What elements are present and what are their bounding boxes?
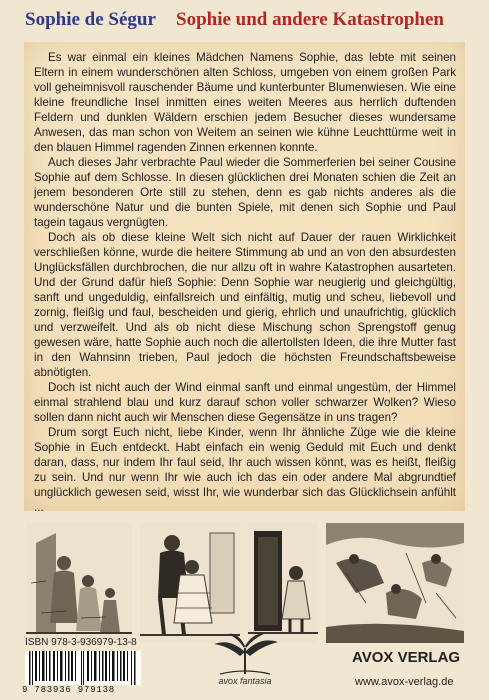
- girl-at-door-engraving: [248, 523, 318, 643]
- publisher-name: AVOX VERLAG: [352, 649, 461, 666]
- girl-at-door-illustration: [248, 523, 318, 643]
- doctor-and-child-engraving: [140, 523, 240, 643]
- paragraph-5: Drum sorgt Euch nicht, liebe Kinder, wenn Ihr ähnliche Züge wie die kleine Sophie in Euch entdeckt. Habt einfach ein wenig Geduld mit Euch und denkt daran, dass, nur indem Ihr faul seid, Ihr auch wissen könnt, was es heißt, fleißig zu sein. Und nur wenn Ihr wie auch ich das ein oder andere Mal abgrundtief unglücklich gewesen seid, wisst Ihr, wie wunderbar sich das Glücklichsein anfühlt ...: [34, 426, 456, 514]
- publisher-website[interactable]: www.avox-verlag.de: [355, 676, 454, 688]
- paragraph-4: Doch ist nicht auch der Wind einmal sanft und einmal ungestüm, der Himmel einmal strahlend blau und kurz darauf schon voller schwarzer Wolken? Wieso sollen dann nicht auch wir Menschen diese Gegensätze in uns tragen?: [34, 381, 456, 424]
- author-name: Sophie de Ségur: [25, 9, 156, 30]
- cover-header: [0, 0, 489, 40]
- book-title: Sophie und andere Katastrophen: [176, 9, 445, 30]
- family-scene-illustration: [26, 523, 132, 643]
- barcode-icon: [25, 651, 141, 685]
- paragraph-2: Auch dieses Jahr verbrachte Paul wieder die Sommerferien bei seiner Cousine Sophie auf dem Schlosse. In diesen glücklichen drei Monaten schien die Zeit an jenem besonderen Orte still zu stehen, denn es gab nichts anderes als die wunderschöne Natur und die bunten Spiele, mit denen sich Sophie und Paul tagein tagaus vergnügten.: [34, 156, 456, 229]
- paragraph-3: Doch als ob diese kleine Welt sich nicht auf Dauer der rauen Wirklichkeit verschließen könne, wurde die heitere Stimmung ab und an von den absurdesten Unglücksfällen durchbrochen, die nur allzu oft in wahre Katastrophen ausarteten. Und der Grund dafür hieß Sophie: Denn Sophie war neugierig und gleichgültig, sanft und ungeduldig, einfallsreich und einfältig, mutig und scheu, liebevoll und zornig, fleißig und faul, bescheiden und gierig, ehrlich und unaufrichtig, glücklich und verzweifelt. Und als ob nicht diese Mischung schon Sprengstoff genug gewesen wäre, hatte Sophie auch noch die allertollsten Ideen, die ihre Mutter fast in den Wahnsinn trieben, Paul jedoch die höchsten Freundschaftsbeweise abnötigten.: [34, 231, 456, 379]
- children-falling-illustration: [326, 523, 464, 643]
- logo-label: avox fantasia: [218, 676, 272, 686]
- barcode-digits: 9 783936 979138: [22, 685, 116, 695]
- isbn-label: ISBN 978-3-936979-13-8: [25, 637, 137, 648]
- family-scene-engraving: [26, 523, 132, 643]
- paragraph-1: Es war einmal ein kleines Mädchen Namens Sophie, das lebte mit seinen Eltern in einem wunderschönen alten Schloss, umgeben von einem großen Park voll geheimnisvoll rauschender Bäume und kunterbunter Blumenwiesen. Wie eine kleine freundliche Insel inmitten eines weiten Meeres aus herrlich duftenden Feldern und dunklen Wäldern erschien jedem Besucher dieses wundersame Anwesen, das man schon von Weitem an seinen wie kühne Leuchttürme weit in den blauen Himmel ragenden Zinnen erkennen konnte.: [34, 51, 456, 154]
- blurb-text: [34, 50, 456, 515]
- children-falling-engraving: [326, 523, 464, 643]
- doctor-and-child-illustration: [140, 523, 240, 643]
